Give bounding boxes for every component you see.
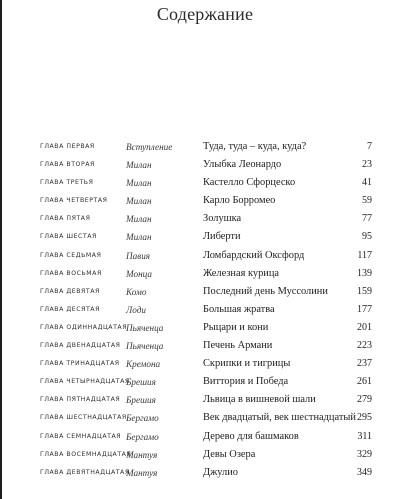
toc-chapter-label: ГЛАВА ТРЕТЬЯ xyxy=(40,179,94,187)
toc-title: Джулио xyxy=(203,466,238,478)
toc-place: Монца xyxy=(126,268,152,279)
toc-row xyxy=(0,409,410,427)
toc-title: Последний день Муссолини xyxy=(203,285,328,297)
toc-title: Дерево для башмаков xyxy=(203,430,299,442)
toc-title: Ломбардский Оксфорд xyxy=(203,249,305,261)
toc-title: Девы Озера xyxy=(203,448,256,460)
toc-chapter-label: ГЛАВА ОДИННАДЦАТАЯ xyxy=(40,323,128,331)
toc-page-number: 59 xyxy=(362,195,372,207)
toc-chapter-label: ГЛАВА ДЕВЯТНАДЦАТАЯ xyxy=(40,468,130,476)
toc-row xyxy=(0,391,410,409)
toc-row xyxy=(0,464,410,482)
toc-row xyxy=(0,446,410,464)
table-of-contents xyxy=(0,138,410,482)
toc-place: Павия xyxy=(126,250,151,261)
toc-title: Виттория и Победа xyxy=(203,376,289,388)
toc-chapter-label: ГЛАВА ДЕСЯТАЯ xyxy=(40,305,100,313)
toc-chapter-label: ГЛАВА ДВЕНАДЦАТАЯ xyxy=(40,342,121,350)
toc-title: Век двадцатый, век шестнадцатый xyxy=(203,412,356,424)
toc-row xyxy=(0,337,410,355)
toc-place: Милан xyxy=(126,196,152,207)
toc-chapter-label: ГЛАВА ВОСЬМАЯ xyxy=(40,269,102,277)
toc-page-number: 77 xyxy=(362,213,372,225)
toc-place: Пьяченца xyxy=(126,341,164,352)
toc-page-number: 261 xyxy=(357,376,372,388)
toc-chapter-label: ГЛАВА ПЯТАЯ xyxy=(40,215,91,223)
toc-place: Бергамо xyxy=(126,413,159,424)
toc-row xyxy=(0,138,410,156)
toc-place: Лоди xyxy=(126,304,146,315)
toc-page-number: 329 xyxy=(357,448,372,460)
toc-title: Скрипки и тигрицы xyxy=(203,358,291,370)
toc-place: Комо xyxy=(126,286,147,297)
toc-title: Большая жратва xyxy=(203,303,275,315)
toc-row xyxy=(0,265,410,283)
toc-row xyxy=(0,319,410,337)
toc-place: Мантуя xyxy=(126,467,158,478)
toc-page-number: 41 xyxy=(362,177,372,189)
toc-page-number: 177 xyxy=(357,303,372,315)
toc-row xyxy=(0,156,410,174)
toc-place: Бергамо xyxy=(126,431,159,442)
toc-row xyxy=(0,355,410,373)
toc-place: Милан xyxy=(126,178,152,189)
toc-row xyxy=(0,373,410,391)
toc-row xyxy=(0,192,410,210)
toc-title: Туда, туда – куда, куда? xyxy=(203,141,307,152)
toc-row xyxy=(0,428,410,446)
toc-chapter-label: ГЛАВА ШЕСТАЯ xyxy=(40,233,97,241)
toc-chapter-label: ГЛАВА ДЕВЯТАЯ xyxy=(40,287,100,295)
toc-title: Рыцари и кони xyxy=(203,321,269,333)
toc-page-number: 279 xyxy=(357,394,372,406)
toc-chapter-label: ГЛАВА ПЯТНАДЦАТАЯ xyxy=(40,396,121,404)
toc-place: Милан xyxy=(126,160,152,171)
toc-title: Львица в вишневой шали xyxy=(203,394,316,406)
toc-place: Кремона xyxy=(126,359,161,370)
toc-page-number: 7 xyxy=(367,141,372,152)
toc-title: Либерти xyxy=(203,231,241,243)
toc-title: Улыбка Леонардо xyxy=(203,159,282,171)
toc-chapter-label: ГЛАВА ЧЕТВЕРТАЯ xyxy=(40,197,108,205)
toc-title: Железная курица xyxy=(203,267,279,279)
toc-chapter-label: ГЛАВА ПЕРВАЯ xyxy=(40,143,95,150)
toc-title: Карло Борромео xyxy=(203,195,276,207)
toc-page-number: 311 xyxy=(357,430,372,442)
toc-row xyxy=(0,174,410,192)
toc-page-number: 349 xyxy=(357,466,372,478)
toc-place: Брешия xyxy=(126,377,156,388)
toc-place: Вступление xyxy=(126,142,173,152)
toc-page-number: 201 xyxy=(357,321,372,333)
toc-chapter-label: ГЛАВА ШЕСТНАДЦАТАЯ xyxy=(40,414,127,422)
toc-page-number: 139 xyxy=(357,267,372,279)
toc-place: Мантуя xyxy=(126,449,158,460)
toc-chapter-label: ГЛАВА ВТОРАЯ xyxy=(40,161,95,169)
toc-row xyxy=(0,301,410,319)
toc-place: Пьяченца xyxy=(126,322,164,333)
toc-page-number: 223 xyxy=(357,340,372,352)
toc-chapter-label: ГЛАВА ТРИНАДЦАТАЯ xyxy=(40,360,120,368)
toc-page-number: 159 xyxy=(357,285,372,297)
page-title: Содержание xyxy=(156,4,254,24)
toc-row xyxy=(0,210,410,228)
toc-row xyxy=(0,283,410,301)
toc-page-number: 23 xyxy=(362,159,372,171)
toc-chapter-label: ГЛАВА ЧЕТЫРНАДЦАТАЯ xyxy=(40,378,130,386)
toc-row xyxy=(0,247,410,265)
toc-title: Золушка xyxy=(203,213,242,225)
toc-row xyxy=(0,228,410,246)
toc-page-number: 117 xyxy=(357,249,372,261)
toc-page-number: 295 xyxy=(357,412,372,424)
toc-title: Печень Армани xyxy=(203,340,273,352)
toc-page-number: 237 xyxy=(357,358,372,370)
toc-chapter-label: ГЛАВА СЕМНАДЦАТАЯ xyxy=(40,432,122,440)
toc-title: Кастелло Сфорцеско xyxy=(203,177,296,189)
toc-chapter-label: ГЛАВА ВОСЕМНАДЦАТАЯ xyxy=(40,450,132,458)
toc-place: Милан xyxy=(126,214,152,225)
toc-page-number: 95 xyxy=(362,231,372,243)
toc-place: Милан xyxy=(126,232,152,243)
toc-place: Брешия xyxy=(126,395,156,406)
toc-chapter-label: ГЛАВА СЕДЬМАЯ xyxy=(40,251,102,259)
